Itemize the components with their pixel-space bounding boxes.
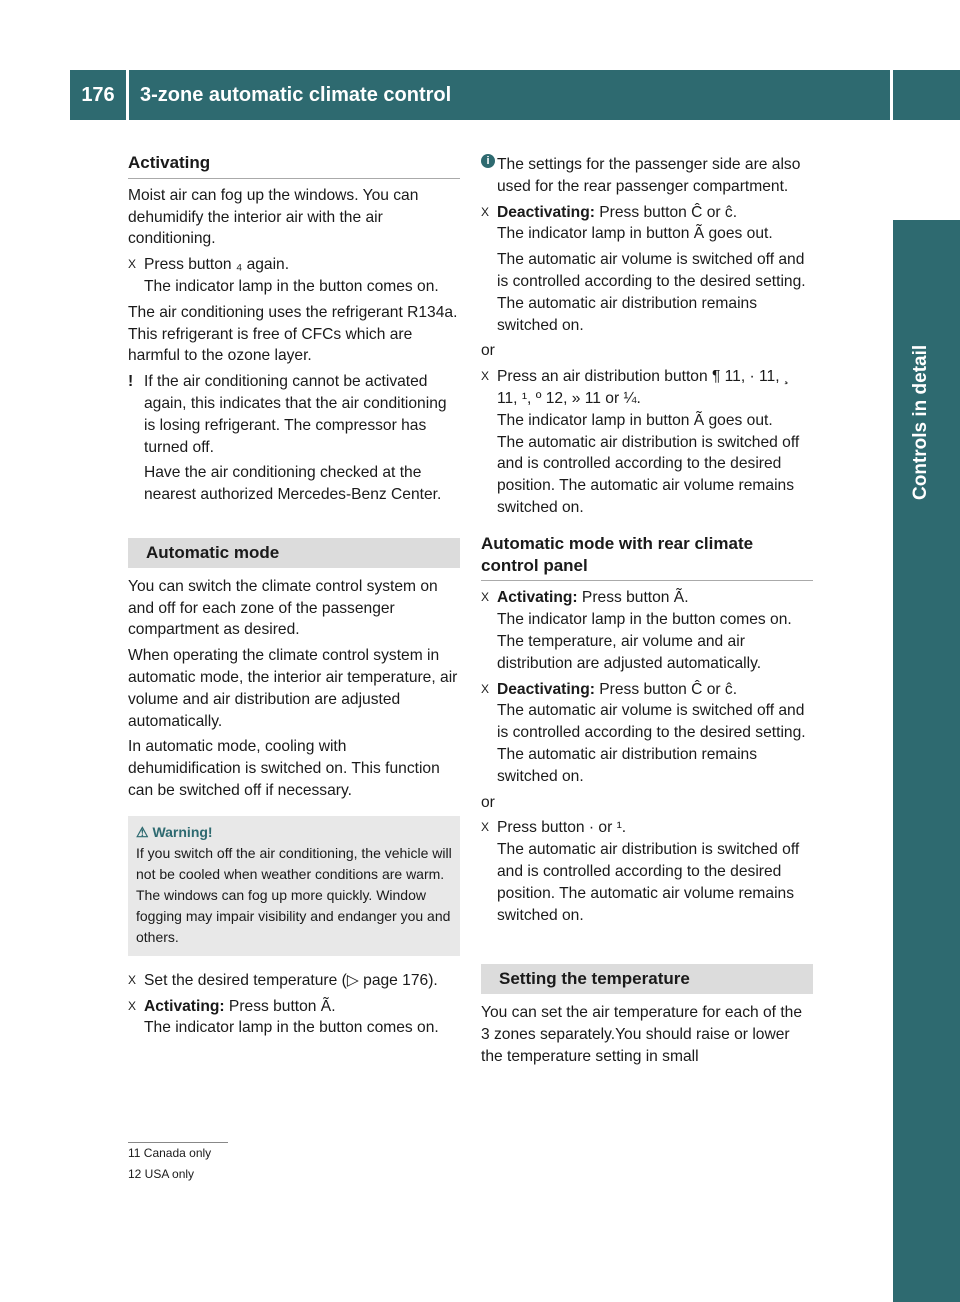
right-column bbox=[481, 150, 813, 1071]
step: X Press button ₄ again. The indicator lamp in the button comes on. bbox=[128, 256, 439, 295]
step-arrow-icon: X bbox=[128, 972, 137, 987]
footnote: 12 USA only bbox=[128, 1167, 195, 1181]
step: X Set the desired temperature (▷ page 176). bbox=[128, 970, 460, 992]
note: ! If the air conditioning cannot be activated again, this indicates that the air conditioning is losing refrigerant. The compressor has turned off. bbox=[128, 373, 447, 456]
step-arrow-icon: X bbox=[481, 820, 490, 835]
step: X Deactivating: Press button Ĉ or ĉ. The automatic air volume is switched off and is controlled according to the desired setting. The automatic air distribution remains switched on. bbox=[481, 680, 806, 785]
step-arrow-icon: X bbox=[481, 590, 490, 605]
left-column bbox=[128, 150, 460, 1043]
side-tab-marker bbox=[893, 120, 960, 220]
page-title: 3-zone automatic climate control bbox=[140, 83, 452, 106]
info-icon: i bbox=[481, 154, 495, 168]
activating-heading: Activating bbox=[128, 152, 460, 179]
paragraph: Moist air can fog up the windows. You can dehumidify the interior air with the air conditioning. bbox=[128, 186, 419, 248]
warning-triangle-icon: ⚠ bbox=[136, 823, 153, 840]
step: X Activating: Press button Ã. The indicator lamp in the button comes on. bbox=[128, 997, 439, 1037]
or-text: or bbox=[481, 342, 495, 360]
step-detail: The automatic air volume is switched off and is controlled according to the desired setting. The automatic air distribution remains switched on. bbox=[497, 251, 806, 334]
page-number: 176 bbox=[81, 83, 115, 106]
temperature-heading: Setting the temperature bbox=[481, 964, 813, 994]
warning-text: If you switch off the air conditioning, the vehicle will not be cooled when weather conditions are warm. The windows can fog up more quickly. Window fogging may impair visibility and endanger you and others. bbox=[136, 844, 452, 945]
step: X Press an air distribution button ¶ 11, · 11, ¸ 11, ¹, º 12, » 11 or ¼. The indicator lamp in button Ã goes out. The automatic air distribution is switched off and is controlled according to the desired position. The automatic air volume remains switched on. bbox=[481, 368, 800, 516]
step-arrow-icon: X bbox=[481, 369, 490, 384]
step-arrow-icon: X bbox=[128, 998, 137, 1013]
step-arrow-icon: X bbox=[481, 204, 490, 219]
step: X Activating: Press button Ã. The indicator lamp in the button comes on. The temperature, air volume and air distribution are adjusted automatically. bbox=[481, 589, 792, 672]
paragraph: You can switch the climate control system on and off for each zone of the passenger compartment as desired. bbox=[128, 577, 438, 639]
step-arrow-icon: X bbox=[481, 681, 490, 696]
paragraph: The air conditioning uses the refrigerant R134a. This refrigerant is free of CFCs which are harmful to the ozone layer. bbox=[128, 303, 458, 365]
step: X Deactivating: Press button Ĉ or ĉ. The indicator lamp in button Ã goes out. bbox=[481, 203, 773, 243]
paragraph: You can set the air temperature for each of the 3 zones separately.You should raise or lower the temperature setting in small bbox=[481, 1004, 803, 1065]
or-text: or bbox=[481, 793, 495, 811]
side-tab-bar bbox=[893, 70, 960, 1302]
side-tab-label: Controls in detail bbox=[910, 344, 931, 500]
header-separator bbox=[126, 70, 129, 120]
warning-title: ⚠ Warning! bbox=[136, 823, 213, 840]
step-arrow-icon: X bbox=[128, 257, 137, 272]
paragraph: In automatic mode, cooling with dehumidification is switched on. This function can be switched off if necessary. bbox=[128, 738, 440, 799]
footnotes bbox=[128, 1142, 228, 1185]
paragraph: When operating the climate control system in automatic mode, the interior air temperature, air volume and air distribution are adjusted automatically. bbox=[128, 647, 458, 730]
info-note: i The settings for the passenger side are also used for the rear passenger compartment. bbox=[481, 154, 813, 198]
warning-box bbox=[128, 816, 460, 956]
footnote: 11 Canada only bbox=[128, 1146, 212, 1160]
automatic-mode-heading: Automatic mode bbox=[128, 538, 460, 568]
note-continued: Have the air conditioning checked at the nearest authorized Mercedes-Benz Center. bbox=[144, 464, 442, 504]
rear-panel-heading: Automatic mode with rear climate control panel bbox=[481, 533, 813, 582]
exclamation-icon: ! bbox=[128, 373, 134, 391]
step: X Press button · or ¹. The automatic air distribution is switched off and is controlled according to the desired position. The automatic air volume remains switched on. bbox=[481, 819, 800, 924]
